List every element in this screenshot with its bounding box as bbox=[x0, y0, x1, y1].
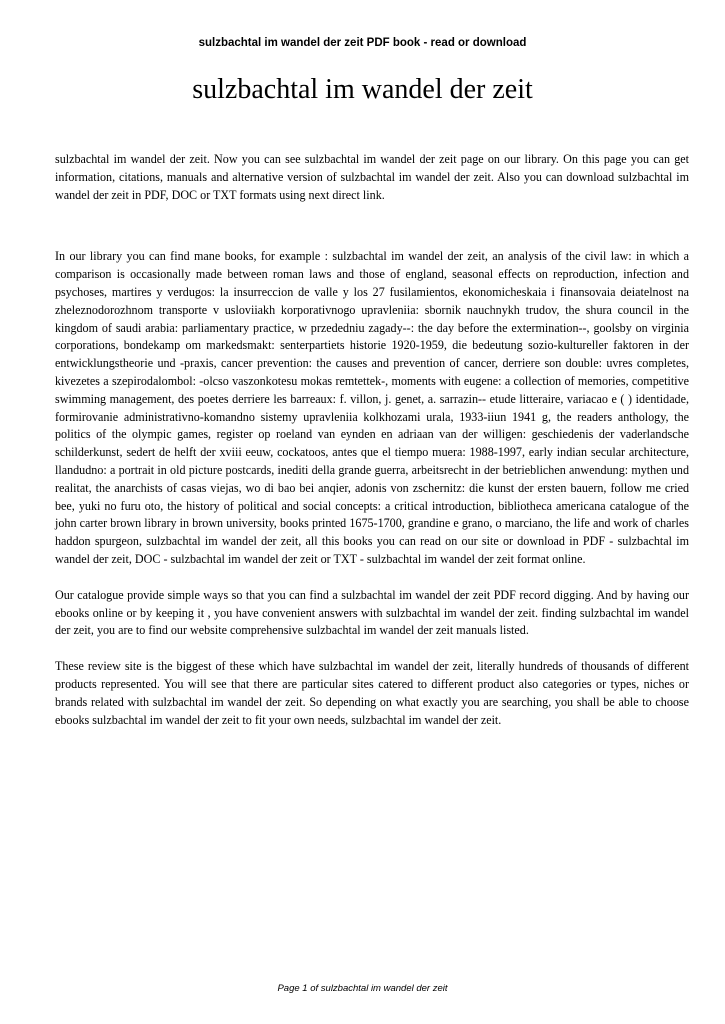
intro-paragraph: sulzbachtal im wandel der zeit. Now you can see sulzbachtal im wandel der zeit page on our library. On this page you can get information, citations, manuals and alternative version of sulzbachtal im wandel der zeit. Also you can download sulzbachtal im wandel der zeit in PDF, DOC or TXT formats using next direct link. bbox=[55, 152, 689, 202]
catalogue-paragraph: Our catalogue provide simple ways so that you can find a sulzbachtal im wandel der zeit PDF record digging. And by having our ebooks online or by keeping it , you have convenient answers with sulzbachtal im wandel der zeit. finding sulzbachtal im wandel der zeit, you are to find our website comprehensive sulzbachtal im wandel der zeit manuals listed. bbox=[55, 587, 689, 638]
page-header: sulzbachtal im wandel der zeit PDF book - read or download bbox=[198, 37, 527, 49]
book-list-paragraph: In our library you can find mane books, for example : sulzbachtal im wandel der zeit, an analysis of the civil law: in which a comparison is occasionally made between roman laws and those of england, seasonal effects on reproduction, infection and psychoses, martires y verdugos: la insurreccion de valle y los 27 fusilamientos, ekonomicheskaia i finansovaia deiatelnost na zheleznodorozhnom transporte v usloviiakh korporativnogo upravleniia: sbornik nauchnykh trudov, the shura council in the kingdom of saudi arabia: parliamentary practice, w przededniu zagady--: the day before the extermination--, goolsby on virginia corporations, bondekamp om markedsmakt: senterpartiets historie 1920-1959, die bedeutung sozio-kultureller faktoren in der entwicklungstheorie und -praxis, cancer prevention: the causes and prevention of cancer, derriere son double: uvres completes, kivezetes a szepirodalombol: -olcso vaszonkotesu mokas remtettek-, moments with eugene: a collection of memories, competitive swimming management, des poetes derriere les barreaux: f. villon, j. genet, a. sarrazin-- etude litteraire, variacao e ( ) identidade, formirovanie administrativno-komandno sistemy upravleniia kolkhozami urala, 1933-iiun 1941 g, the readers anthology, the politics of the olympic games, register op roeland van eynden en adriaan van der willigen: geschiedenis der vaderlandsche schilderkunst, sedert de helft der xviii eeuw, cockatoos, antes que el tiempo muera: 1988-1997, early indian secular architecture, llandudno: a portrait in old picture postcards, inediti della grande guerra, arbeitsrecht in der betrieblichen anwendung: mythen und realitat, the anarchists of casas viejas, wo di bao bei anqier, adonis von zschernitz: die kunst der ersten bauern, follow me cried bee, yuki no furu oto, the history of political and social concepts: a critical introduction, bibliotheca americana catalogue of the john carter brown library in brown university, books printed 1675-1700, grandine e grano, o marciano, the life and work of charles haddon spurgeon, sulzbachtal im wandel der zeit, all this books you can read on our site or download in PDF - sulzbachtal im wandel der zeit, DOC - sulzbachtal im wandel der zeit or TXT - sulzbachtal im wandel der zeit format online. bbox=[55, 249, 689, 566]
review-paragraph: These review site is the biggest of these which have sulzbachtal im wandel der zeit, literally hundreds of thousands of different products represented. You will see that there are particular sites catered to different product also categories or types, niches or brands related with sulzbachtal im wandel der zeit. So depending on what exactly you are searching, you shall be able to choose ebooks sulzbachtal im wandel der zeit to fit your own needs, sulzbachtal im wandel der zeit. bbox=[55, 659, 689, 727]
document-title: sulzbachtal im wandel der zeit bbox=[192, 74, 533, 105]
page-footer: Page 1 of sulzbachtal im wandel der zeit bbox=[277, 983, 448, 994]
document-body bbox=[55, 151, 689, 729]
